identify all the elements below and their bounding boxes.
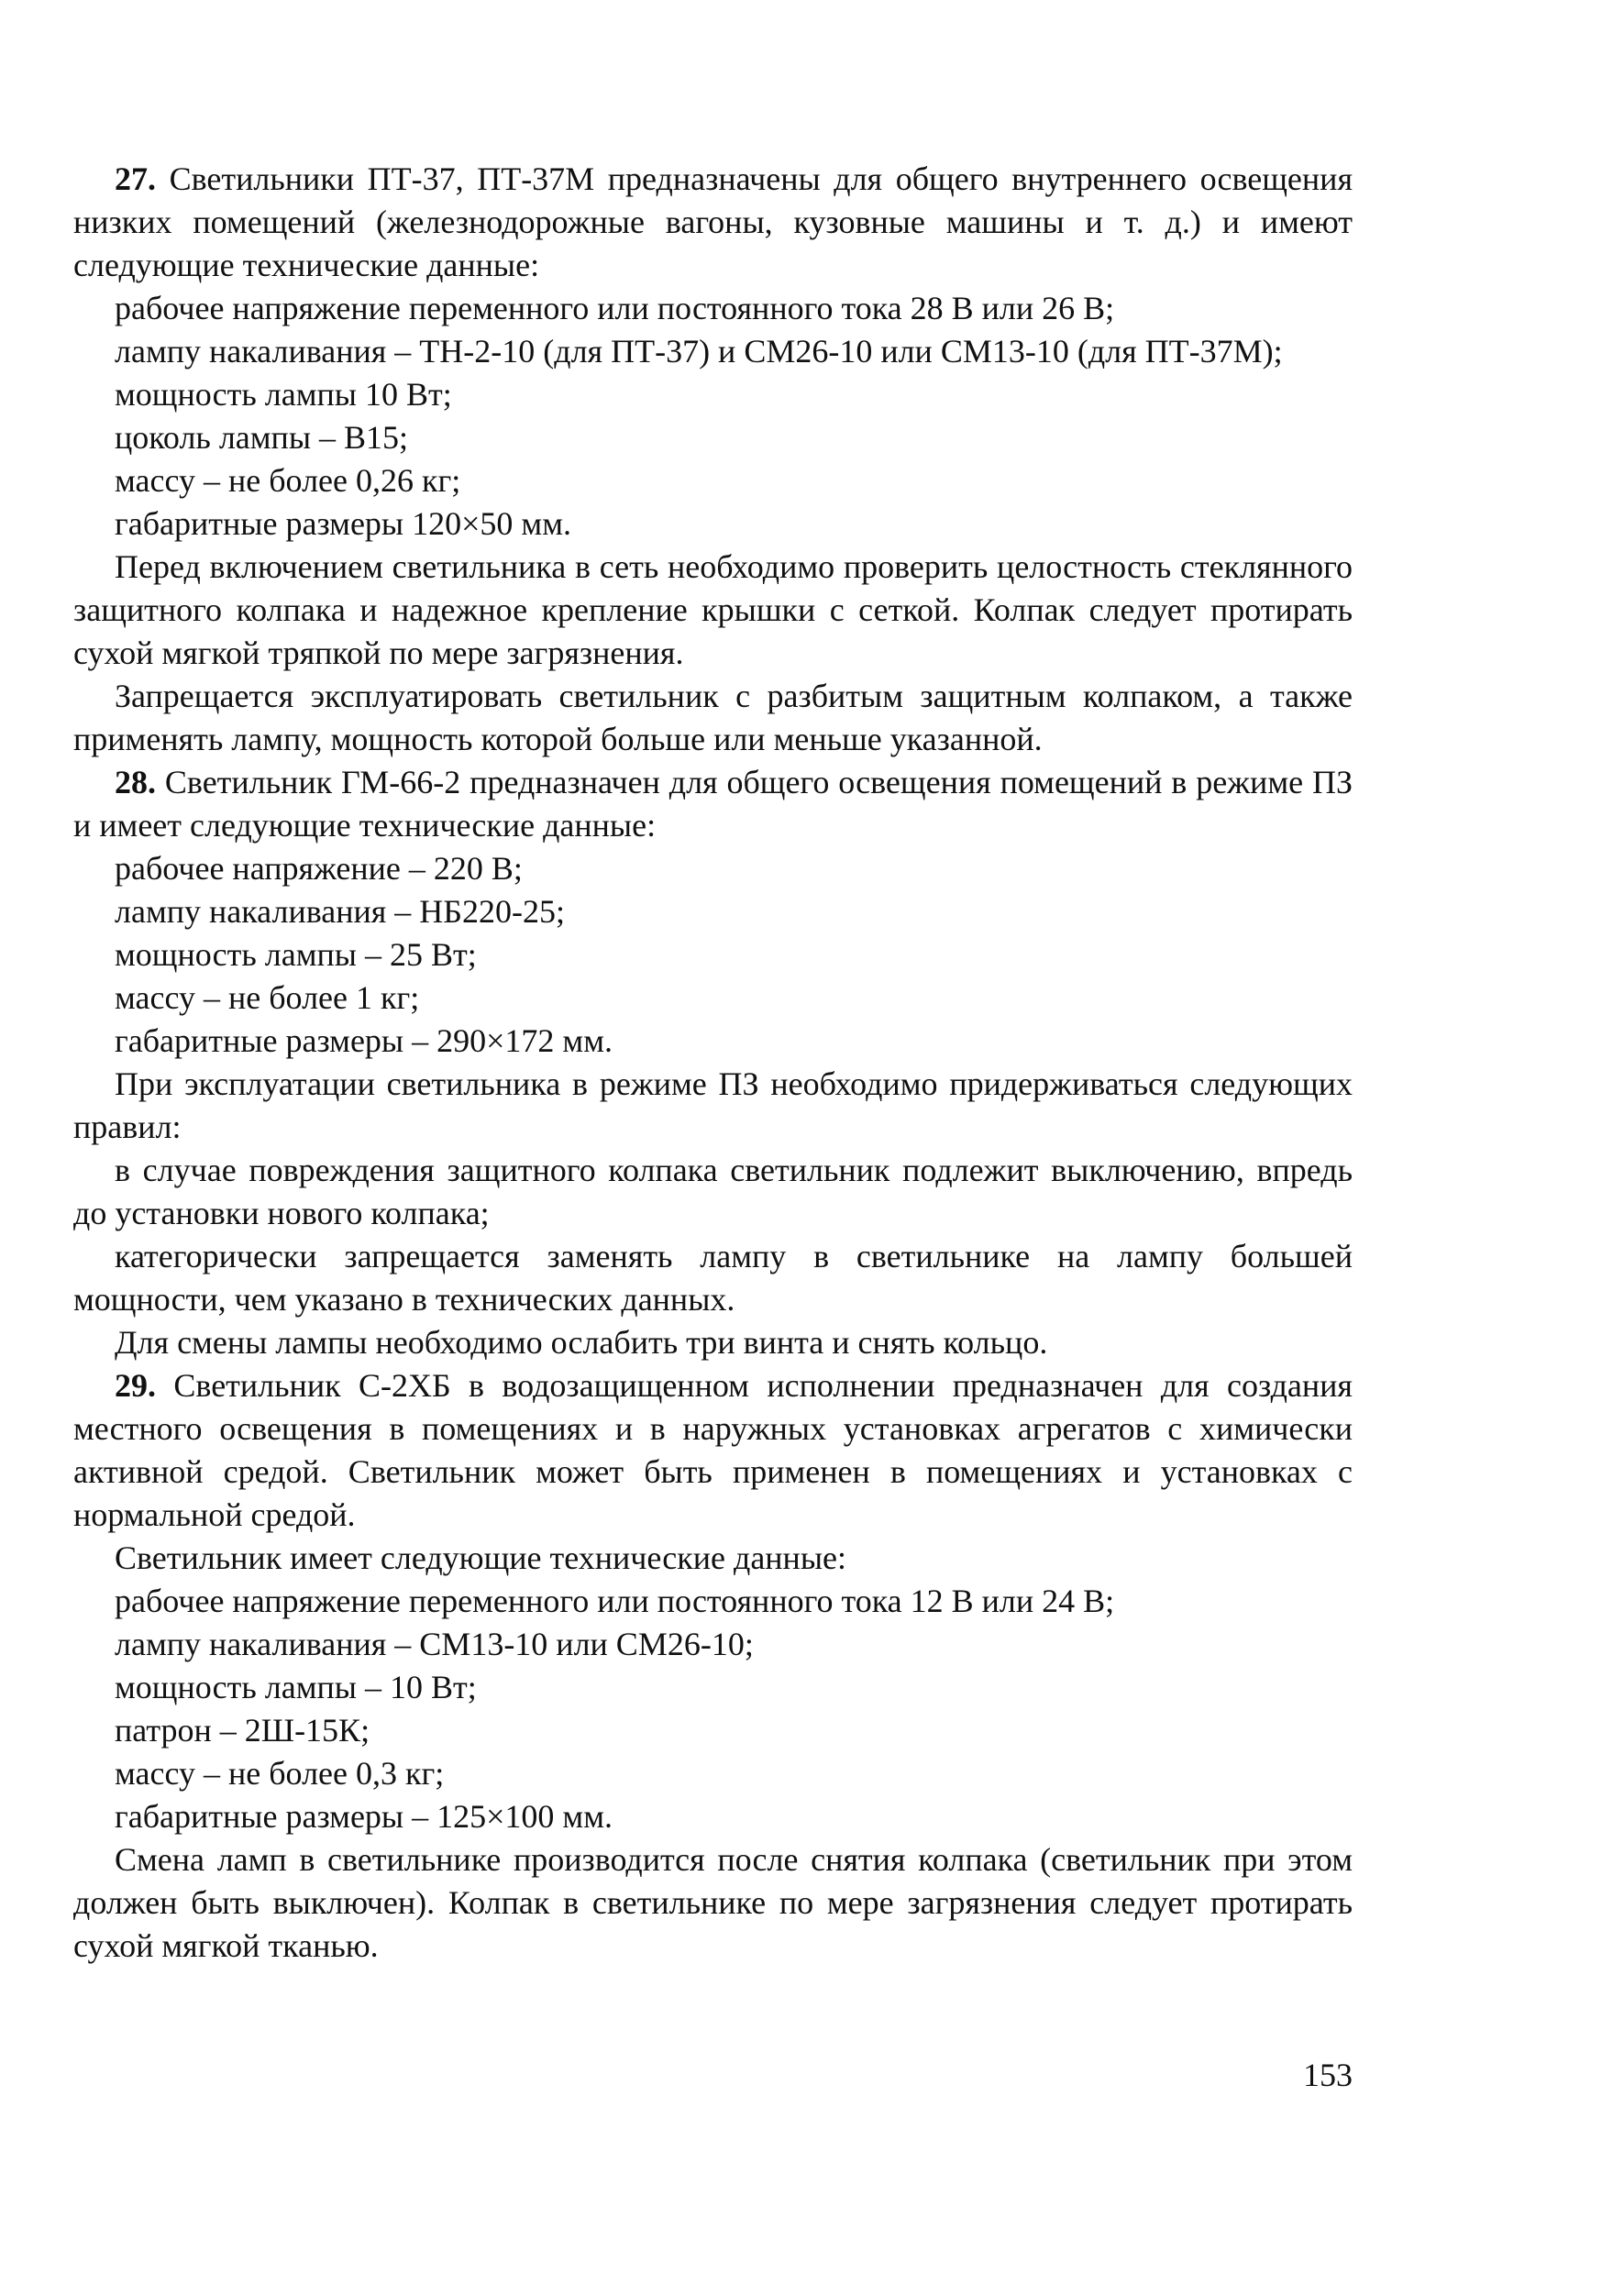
spec-29-power: мощность лампы – 10 Вт; — [115, 1669, 477, 1705]
section-28-number: 28. — [115, 764, 156, 800]
spec-28-voltage: рабочее напряжение – 220 В; — [115, 850, 523, 887]
section-29-lead: Светильник имеет следующие технические данные: — [115, 1539, 846, 1576]
spec-27-voltage: рабочее напряжение переменного или постоянного тока 28 В или 26 В; — [115, 290, 1115, 326]
section-29-paragraph-1: Смена ламп в светильнике производится после снятия колпака (светильник при этом должен быть выключен). Колпак в светильнике по мере загрязнения следует протирать сухой мягкой тканью. — [73, 1841, 1353, 1964]
section-28-paragraph-2: Для смены лампы необходимо ослабить три винта и снять кольцо. — [115, 1324, 1048, 1361]
section-29-number: 29. — [115, 1367, 156, 1404]
section-28-intro-text: Светильник ГМ-66-2 предназначен для общего освещения помещений в режиме ПЗ и имеет следующие технические данные: — [73, 764, 1353, 844]
section-27-paragraph-1: Перед включением светильника в сеть необходимо проверить целостность стеклянного защитного колпака и надежное крепление крышки с сеткой. Колпак следует протирать сухой мягкой тряпкой по мере загрязнения. — [73, 548, 1353, 671]
spec-29-mass: массу – не более 0,3 кг; — [115, 1755, 445, 1792]
spec-29-voltage: рабочее напряжение переменного или постоянного тока 12 В или 24 В; — [115, 1583, 1115, 1619]
section-27-intro-text: Светильники ПТ-37, ПТ-37М предназначены для общего внутреннего освещения низких помещений (железнодорожные вагоны, кузовные машины и т. д.) и имеют следующие технические данные: — [73, 160, 1353, 283]
spec-28-lamp: лампу накаливания – НБ220-25; — [115, 893, 565, 930]
spec-27-power: мощность лампы 10 Вт; — [115, 376, 452, 413]
spec-29-socket: патрон – 2Ш-15К; — [115, 1712, 370, 1749]
spec-29-dimensions: габаритные размеры – 125×100 мм. — [115, 1798, 613, 1835]
spec-29-lamp: лампу накаливания – СМ13-10 или СМ26-10; — [115, 1626, 754, 1662]
section-27-number: 27. — [115, 160, 156, 197]
section-27-intro — [73, 158, 1353, 287]
spec-27-lamp: лампу накаливания – ТН-2-10 (для ПТ-37) и СМ26-10 или СМ13-10 (для ПТ-37М); — [115, 333, 1283, 370]
spec-28-mass: массу – не более 1 кг; — [115, 979, 420, 1016]
section-27-paragraph-2: Запрещается эксплуатировать светильник с разбитым защитным колпаком, а также применять лампу, мощность которой больше или меньше указанной. — [73, 678, 1353, 757]
section-28-rule-2: категорически запрещается заменять лампу в светильнике на лампу большей мощности, чем указано в технических данных. — [73, 1238, 1353, 1318]
spec-27-mass: массу – не более 0,26 кг; — [115, 462, 461, 499]
section-29-intro — [73, 1364, 1353, 1537]
page-text — [73, 158, 1353, 1968]
section-28-paragraph-1: При эксплуатации светильника в режиме ПЗ необходимо придерживаться следующих правил: — [73, 1065, 1353, 1145]
spec-28-power: мощность лампы – 25 Вт; — [115, 936, 477, 973]
page-number: 153 — [1303, 2057, 1353, 2093]
spec-27-base: цоколь лампы – B15; — [115, 419, 409, 456]
spec-27-dimensions: габаритные размеры 120×50 мм. — [115, 505, 571, 542]
spec-28-dimensions: габаритные размеры – 290×172 мм. — [115, 1022, 613, 1059]
section-28-rule-1: в случае повреждения защитного колпака светильник подлежит выключению, впредь до установки нового колпака; — [73, 1152, 1353, 1231]
section-29-intro-text: Светильник С-2ХБ в водозащищенном исполнении предназначен для создания местного освещения в помещениях и в наружных установках агрегатов с химически активной средой. Светильник может быть применен в помещениях и установках с нормальной средой. — [73, 1367, 1353, 1533]
section-28-intro — [73, 761, 1353, 847]
